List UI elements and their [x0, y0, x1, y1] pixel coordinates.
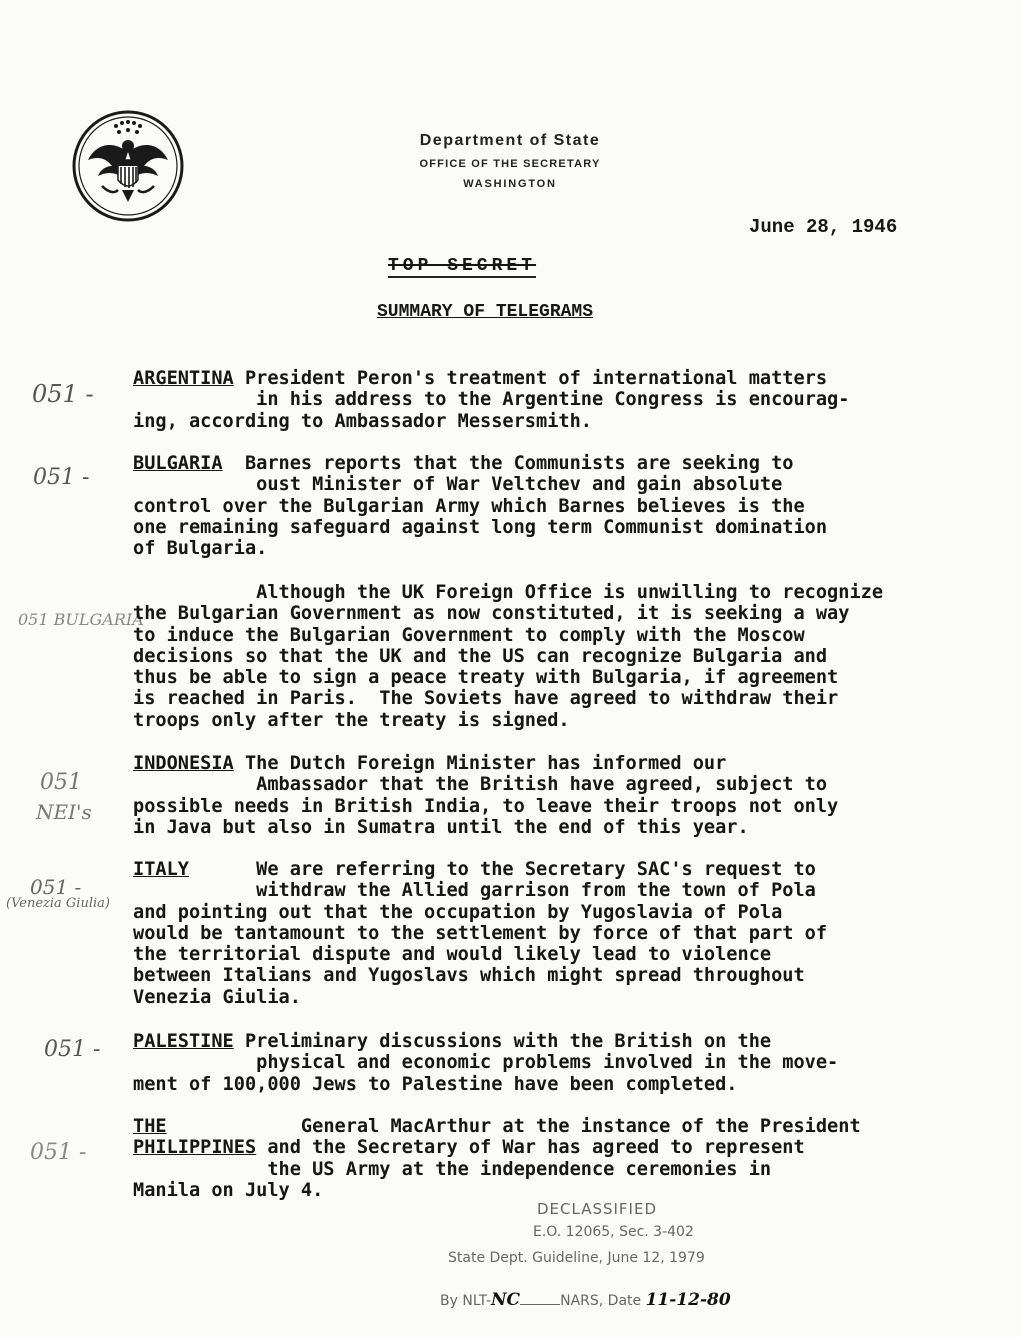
stamp-guideline: State Dept. Guideline, June 12, 1979 [448, 1250, 705, 1266]
section-italy [133, 859, 827, 1008]
stamp-by-label: By NLT- [440, 1293, 492, 1309]
heading-indonesia: INDONESIA [133, 753, 234, 774]
stamp-nars-label: NARS, Date [560, 1293, 642, 1309]
heading-philippines-1: THE [133, 1116, 167, 1137]
section-palestine [133, 1031, 838, 1095]
department-name: Department of State [419, 132, 601, 149]
philippines-line2: and the Secretary of War has agreed to represent [256, 1137, 805, 1159]
section-indonesia [133, 753, 838, 838]
margin-note-indonesia-1: 051 [40, 770, 82, 795]
department-seal [72, 110, 184, 222]
bulgaria-body: oust Minister of War Veltchev and gain absolute control over the Bulgarian Army which Barnes believes is the one remaining safeguard against long term Communist domination of Bulgaria. [133, 474, 828, 560]
indonesia-body: Ambassador that the British have agreed, subject to possible needs in British India, to leave their troops not only in Java but also in Sumatra until the end of this year. [133, 774, 839, 838]
document-title: SUMMARY OF TELEGRAMS [377, 302, 594, 322]
stamp-signature-line [440, 1290, 731, 1310]
margin-note-italy-2: (Venezia Giulia) [6, 896, 110, 911]
heading-argentina: ARGENTINA [133, 368, 234, 389]
stamp-title: DECLASSIFIED [537, 1200, 658, 1218]
bulgaria-paragraph-2: Although the UK Foreign Office is unwilling to recognize the Bulgarian Government as now constituted, it is seeking a way to induce the Bulgarian Government to comply with the Moscow decisions so that the UK and the US can recognize Bulgaria and thus be able to sign a peace treaty with Bulgaria, if agreement is reached in Paris. The Soviets have agreed to withdraw their troops only after the treaty is signed. [133, 582, 884, 731]
stamp-underline [520, 1304, 560, 1305]
heading-palestine: PALESTINE [133, 1031, 234, 1052]
heading-bulgaria: BULGARIA [133, 453, 223, 474]
margin-note-bulgaria: 051 - [33, 465, 90, 490]
section-philippines [133, 1116, 861, 1201]
document-date: June 28, 1946 [749, 216, 898, 238]
stamp-nars-date: 11-12-80 [645, 1290, 731, 1310]
section-argentina [133, 368, 849, 432]
margin-note-palestine: 051 - [44, 1037, 101, 1062]
office-name: OFFICE OF THE SECRETARY [419, 158, 601, 170]
palestine-body: physical and economic problems involved in the move- ment of 100,000 Jews to Palestine have been completed. [133, 1052, 839, 1095]
stamp-authority: E.O. 12065, Sec. 3-402 [533, 1224, 694, 1240]
letterhead [300, 132, 720, 190]
italy-body: withdraw the Allied garrison from the town of Pola and pointing out that the occupation by Yugoslavia of Pola would be tantamount to the settlement by force of that part of the territorial dispute and would likely lead to violence between Italians and Yugoslavs which might spread throughout Venezia Giulia. [133, 880, 828, 1008]
stamp-by-initials: NC [491, 1290, 521, 1310]
indonesia-line1: The Dutch Foreign Minister has informed our [233, 753, 727, 774]
margin-note-bulgaria-2: 051 BULGARIA [18, 610, 144, 629]
heading-italy: ITALY [133, 859, 189, 880]
margin-note-argentina: 051 - [32, 380, 94, 408]
philippines-body: the US Army at the independence ceremonies in Manila on July 4. [133, 1158, 772, 1201]
margin-note-philippines: 051 - [30, 1140, 87, 1165]
argentina-body: in his address to the Argentine Congress is encourag- ing, according to Ambassador Messersmith. [133, 389, 850, 432]
italy-line1: We are referring to the Secretary SAC's request to [188, 859, 816, 880]
classification-marking: TOP SECRET [388, 256, 537, 276]
margin-note-italy-1: 051 - [30, 875, 82, 899]
argentina-line1: President Peron's treatment of international matters [233, 368, 828, 389]
philippines-line1: General MacArthur at the instance of the President [166, 1116, 861, 1137]
bulgaria-line1: Barnes reports that the Communists are seeking to [222, 453, 794, 474]
palestine-line1: Preliminary discussions with the British on the [233, 1031, 772, 1052]
margin-note-indonesia-2: NEI's [36, 800, 92, 824]
heading-philippines-2: PHILIPPINES [133, 1137, 257, 1159]
section-bulgaria [133, 453, 827, 559]
city-name: WASHINGTON [463, 178, 557, 190]
